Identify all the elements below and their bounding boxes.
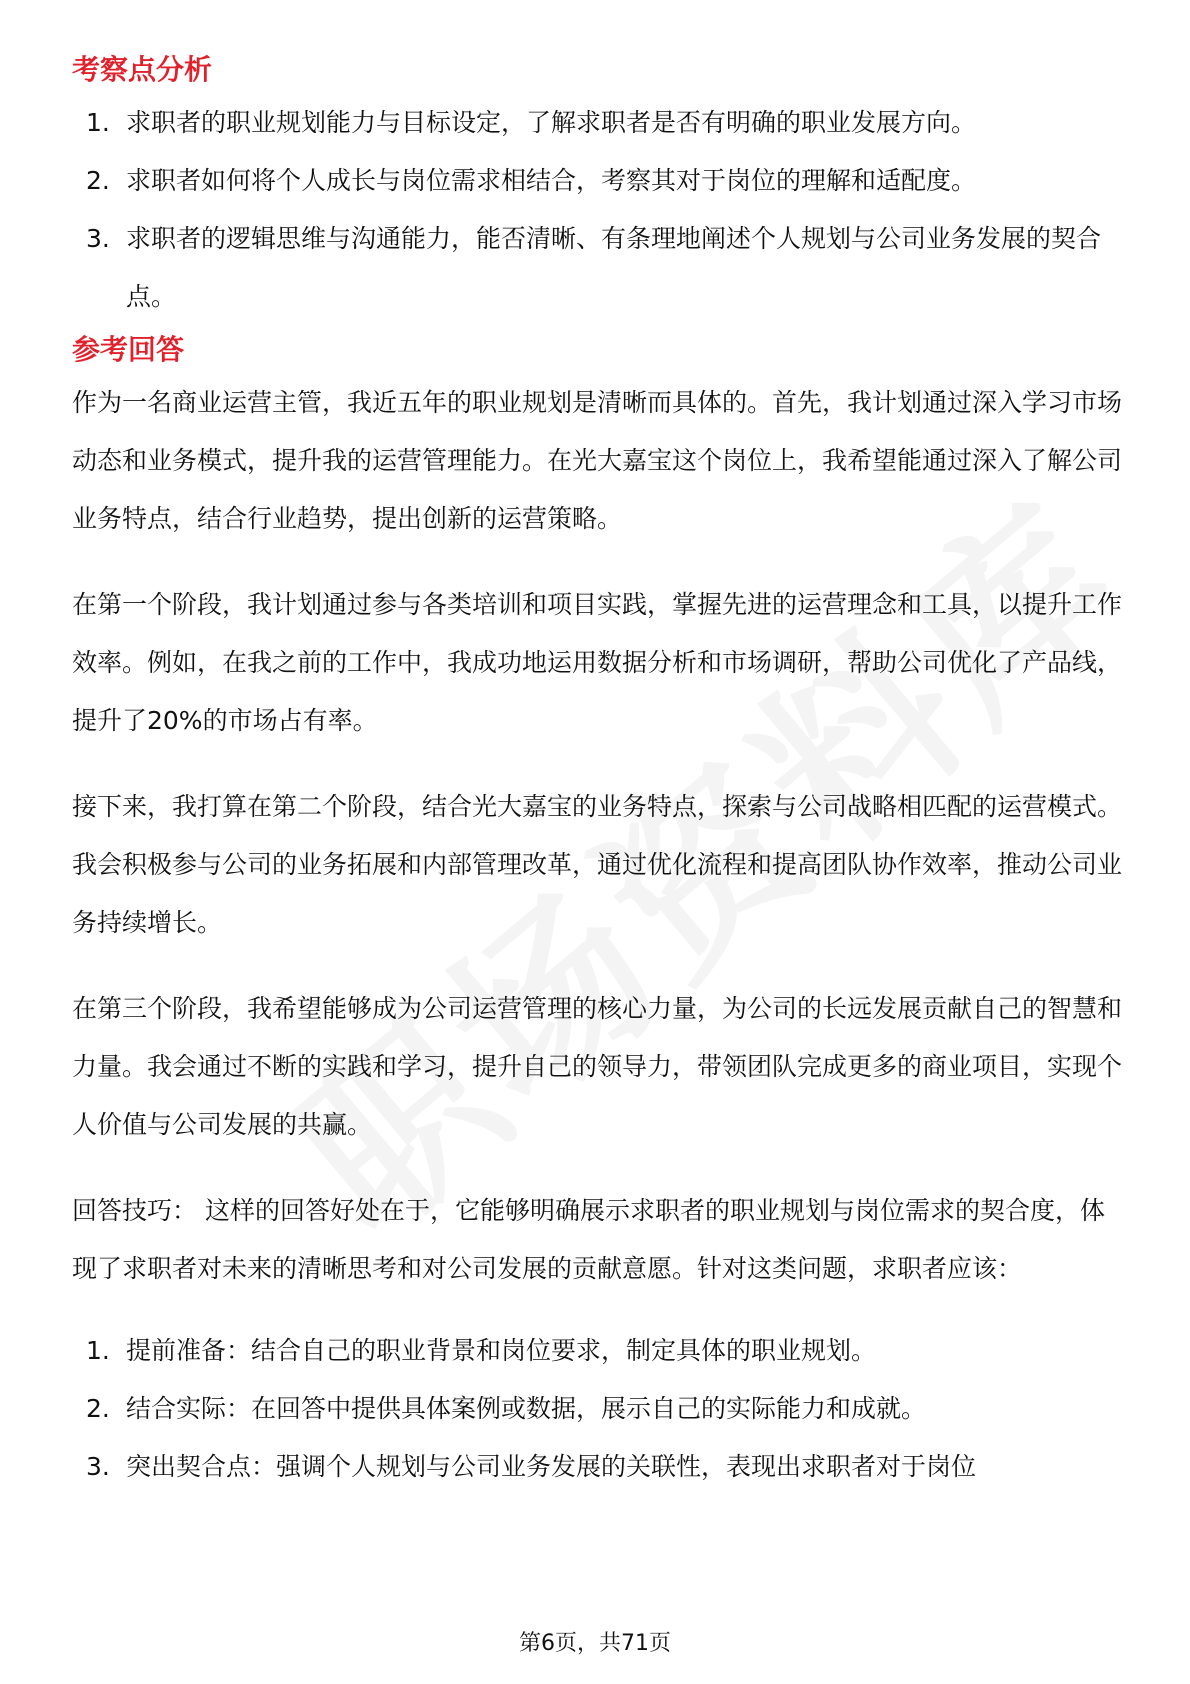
page-content: [72, 46, 1122, 1496]
tips-list: [72, 1322, 1122, 1496]
list-item: [72, 1438, 1122, 1496]
page-number: 第6页，共71页: [519, 1631, 671, 1656]
tips-intro-paragraph: 回答技巧： 这样的回答好处在于，它能够明确展示求职者的职业规划与岗位需求的契合度，体现了求职者对未来的清晰思考和对公司发展的贡献意愿。针对这类问题，求职者应该：: [72, 1196, 1105, 1283]
list-number: 2.: [86, 1394, 110, 1423]
list-item: [72, 94, 1122, 152]
list-text: 求职者的职业规划能力与目标设定，了解求职者是否有明确的职业发展方向。: [126, 108, 977, 137]
section-title-analysis: 考察点分析: [72, 53, 213, 86]
answer-paragraph: 在第一个阶段，我计划通过参与各类培训和项目实践，掌握先进的运营理念和工具，以提升工作效率。例如，在我之前的工作中，我成功地运用数据分析和市场调研，帮助公司优化了产品线，提升了20%的市场占有率。: [72, 590, 1123, 735]
list-text: 提前准备：结合自己的职业背景和岗位要求，制定具体的职业规划。: [126, 1336, 877, 1365]
list-text: 突出契合点：强调个人规划与公司业务发展的关联性，表现出求职者对于岗位: [126, 1452, 977, 1481]
list-item: [72, 152, 1122, 210]
list-number: 1.: [86, 108, 110, 137]
list-text: 求职者的逻辑思维与沟通能力，能否清晰、有条理地阐述个人规划与公司业务发展的契合点。: [126, 224, 1102, 311]
list-text: 结合实际：在回答中提供具体案例或数据，展示自己的实际能力和成就。: [126, 1394, 927, 1423]
list-text: 求职者如何将个人成长与岗位需求相结合，考察其对于岗位的理解和适配度。: [126, 166, 977, 195]
answer-paragraph: 接下来，我打算在第二个阶段，结合光大嘉宝的业务特点，探索与公司战略相匹配的运营模式。我会积极参与公司的业务拓展和内部管理改革，通过优化流程和提高团队协作效率，推动公司业务持续增长。: [72, 792, 1123, 937]
section-title-answer: 参考回答: [72, 333, 185, 366]
list-item: [72, 210, 1122, 326]
list-number: 2.: [86, 166, 110, 195]
answer-paragraph: 作为一名商业运营主管，我近五年的职业规划是清晰而具体的。首先，我计划通过深入学习市场动态和业务模式，提升我的运营管理能力。在光大嘉宝这个岗位上，我希望能通过深入了解公司业务特点，结合行业趋势，提出创新的运营策略。: [72, 388, 1123, 533]
analysis-list: [72, 94, 1122, 326]
list-item: [72, 1322, 1122, 1380]
list-item: [72, 1380, 1122, 1438]
list-number: 3.: [86, 1452, 110, 1481]
list-number: 1.: [86, 1336, 110, 1365]
answer-paragraph: 在第三个阶段，我希望能够成为公司运营管理的核心力量，为公司的长远发展贡献自己的智慧和力量。我会通过不断的实践和学习，提升自己的领导力，带领团队完成更多的商业项目，实现个人价值与公司发展的共赢。: [72, 994, 1123, 1139]
list-number: 3.: [86, 224, 110, 253]
